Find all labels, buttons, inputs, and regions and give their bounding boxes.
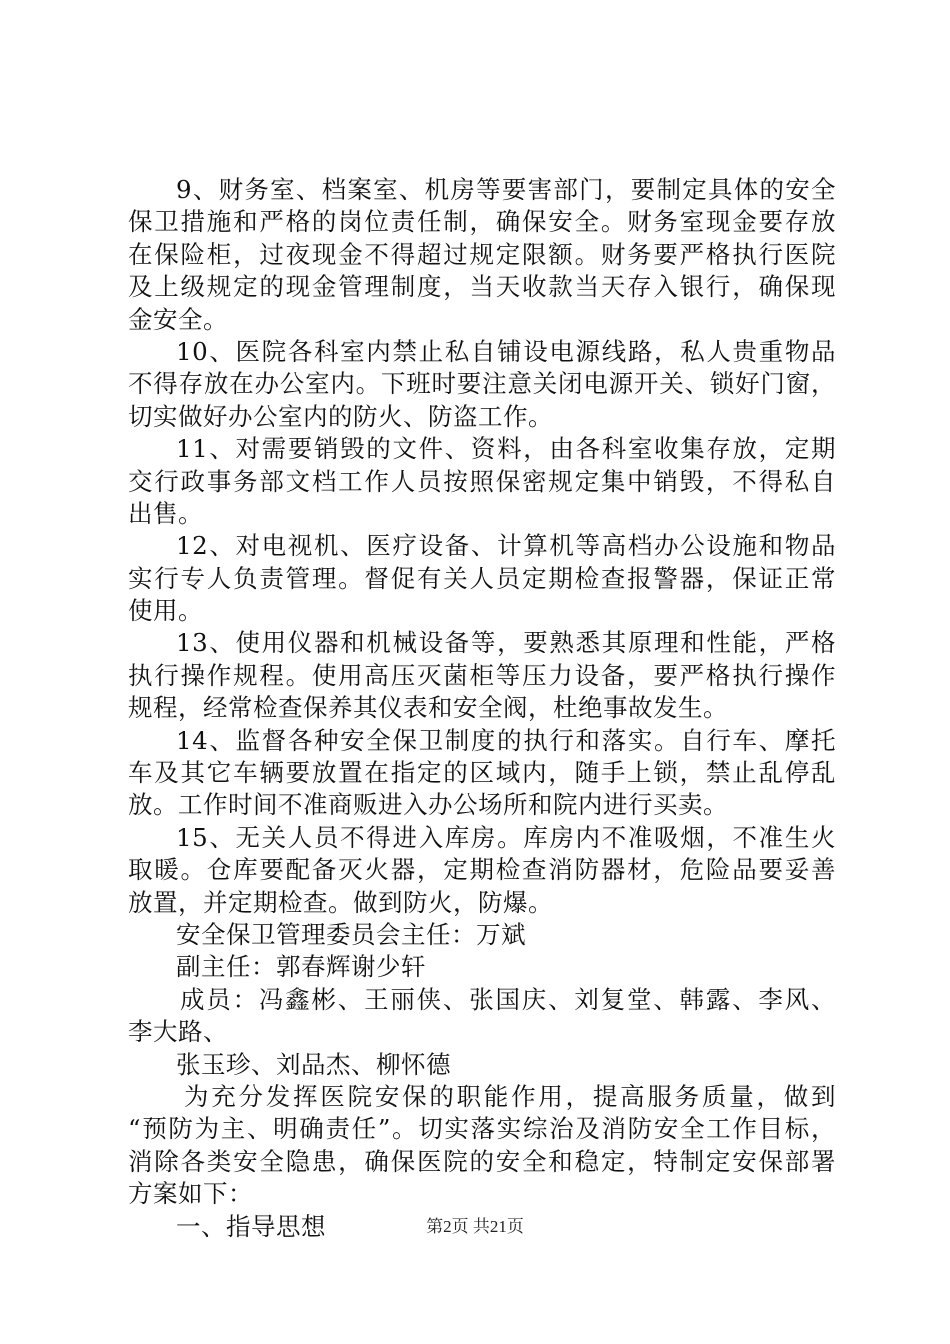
paragraph-line: 15、无关人员不得进入库房。库房内不准吸烟，不准生火 — [176, 822, 836, 852]
committee-members-line: 张玉珍、刘品杰、柳怀德 — [176, 1049, 451, 1079]
paragraph-line: 不得存放在办公室内。下班时要注意关闭电源开关、锁好门窗， — [128, 369, 836, 399]
paragraph-line: 12、对电视机、医疗设备、计算机等高档办公设施和物品 — [176, 531, 836, 561]
paragraph-line: 金安全。 — [128, 304, 228, 334]
paragraph-line: 11、对需要销毁的文件、资料，由各科室收集存放，定期 — [176, 434, 836, 464]
paragraph-line: 车及其它车辆要放置在指定的区域内，随手上锁，禁止乱停乱 — [128, 758, 836, 788]
paragraph-line: 10、医院各科室内禁止私自铺设电源线路，私人贵重物品 — [176, 336, 836, 366]
paragraph-line: 放。工作时间不准商贩进入办公场所和院内进行买卖。 — [128, 790, 728, 820]
paragraph-line: 交行政事务部文档工作人员按照保密规定集中销毁，不得私自 — [128, 466, 836, 496]
paragraph-line: “预防为主、明确责任”。切实落实综治及消防安全工作目标， — [128, 1114, 836, 1144]
paragraph-line: 实行专人负责管理。督促有关人员定期检查报警器，保证正常 — [128, 563, 836, 593]
paragraph-line: 执行操作规程。使用高压灭菌柜等压力设备，要严格执行操作 — [128, 660, 836, 690]
committee-director-line: 安全保卫管理委员会主任：万斌 — [176, 919, 526, 949]
paragraph-line: 13、使用仪器和机械设备等，要熟悉其原理和性能，严格 — [176, 628, 836, 658]
paragraph-line: 为充分发挥医院安保的职能作用，提高服务质量，做到 — [184, 1081, 836, 1111]
paragraph-line: 切实做好办公室内的防火、防盗工作。 — [128, 401, 553, 431]
paragraph-line: 及上级规定的现金管理制度，当天收款当天存入银行，确保现 — [128, 272, 836, 302]
page-number-footer: 第2页 共21页 — [426, 1217, 524, 1236]
paragraph-line: 9、财务室、档案室、机房等要害部门，要制定具体的安全 — [176, 175, 836, 204]
paragraph-line: 在保险柜，过夜现金不得超过规定限额。财务要严格执行医院 — [128, 239, 836, 269]
paragraph-line: 出售。 — [128, 498, 203, 528]
paragraph-line: 规程，经常检查保养其仪表和安全阀，杜绝事故发生。 — [128, 693, 728, 723]
committee-members-line: 成员：冯鑫彬、王丽侠、张国庆、刘复堂、韩露、李风、 — [180, 984, 836, 1014]
paragraph-line: 保卫措施和严格的岗位责任制，确保安全。财务室现金要存放 — [128, 207, 836, 237]
paragraph-line: 取暖。仓库要配备灭火器，定期检查消防器材，危险品要妥善 — [128, 855, 836, 885]
committee-members-line: 李大路、 — [128, 1017, 228, 1047]
paragraph-line: 14、监督各种安全保卫制度的执行和落实。自行车、摩托 — [176, 725, 836, 755]
committee-deputy-line: 副主任：郭春辉谢少轩 — [176, 952, 426, 982]
paragraph-line: 放置，并定期检查。做到防火，防爆。 — [128, 887, 553, 917]
paragraph-line: 方案如下： — [128, 1179, 253, 1209]
section-heading: 一、指导思想 — [176, 1211, 326, 1241]
paragraph-line: 使用。 — [128, 596, 203, 626]
paragraph-line: 消除各类安全隐患，确保医院的安全和稳定，特制定安保部署 — [128, 1146, 836, 1176]
document-body — [128, 174, 836, 1243]
